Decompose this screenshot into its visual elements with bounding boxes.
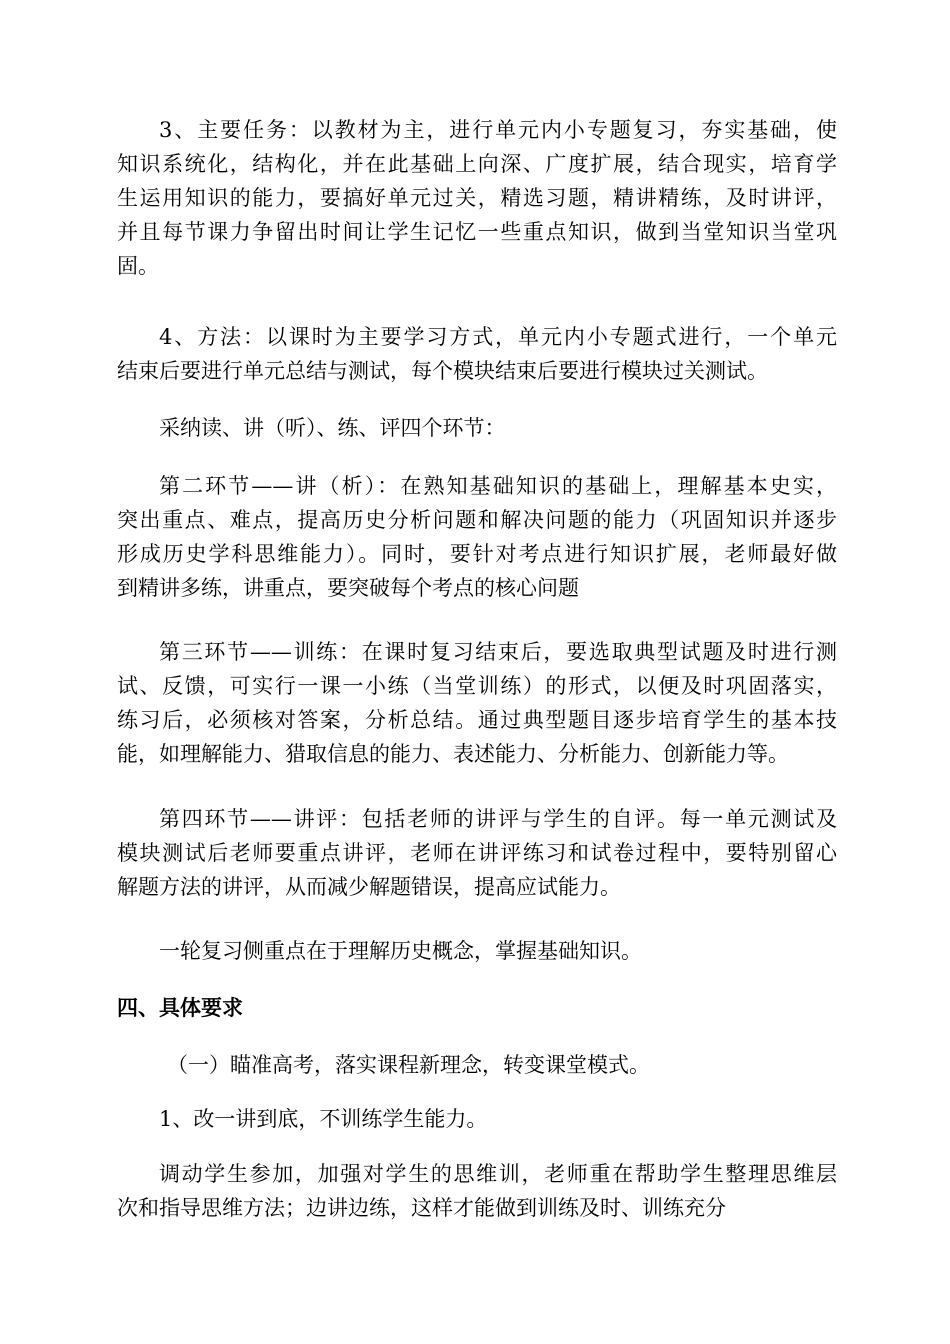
paragraph-requirement-detail xyxy=(117,1157,837,1225)
paragraph-method xyxy=(117,320,837,388)
text-line: 并且每节课力争留出时间让学生记忆一些重点知识，做到当堂知识当堂巩 xyxy=(117,220,837,244)
section-heading: 四、具体要求 xyxy=(117,996,243,1020)
text-line: 模块测试后老师要重点讲评，老师在讲评练习和试卷过程中，要特别留心 xyxy=(117,841,837,865)
text-line: 采纳读、讲（听）、练、评四个环节： xyxy=(159,416,506,440)
text-line: 突出重点、难点，提高历史分析问题和解决问题的能力（巩固知识并逐步 xyxy=(117,508,837,532)
text-line: 第二环节——讲（析）：在熟知基础知识的基础上，理解基本史实， xyxy=(159,474,837,498)
text-line: 第四环节——讲评：包括老师的讲评与学生的自评。每一单元测试及 xyxy=(159,807,837,831)
text-line: 练习后，必须核对答案，分析总结。通过典型题目逐步培育学生的基本技 xyxy=(117,708,837,732)
paragraph-four-steps xyxy=(117,411,837,445)
text-line: 形成历史学科思维能力）。同时，要针对考点进行知识扩展，老师最好做 xyxy=(117,542,837,566)
text-line: 结束后要进行单元总结与测试，每个模块结束后要进行模块过关测试。 xyxy=(117,359,768,383)
paragraph-step-three xyxy=(117,635,837,771)
text-line: 次和指导思维方法；边讲边练，这样才能做到训练及时、训练充分 xyxy=(117,1196,726,1220)
text-line: 固。 xyxy=(117,254,159,278)
paragraph-requirement-one xyxy=(117,1048,837,1082)
paragraph-requirement-item-1 xyxy=(117,1102,837,1136)
text-line: 调动学生参加，加强对学生的思维训，老师重在帮助学生整理思维层 xyxy=(159,1162,837,1186)
paragraph-main-task xyxy=(117,113,837,283)
text-line: 解题方法的讲评，从而减少解题错误，提高应试能力。 xyxy=(117,875,621,899)
text-line: 试、反馈，可实行一课一小练（当堂训练）的形式，以便及时巩固落实， xyxy=(117,674,837,698)
text-line: 知识系统化，结构化，并在此基础上向深、广度扩展，结合现实，培育学 xyxy=(117,152,837,176)
text-line: 生运用知识的能力，要搞好单元过关，精选习题，精讲精练，及时讲评， xyxy=(117,186,837,210)
text-line: （一）瞄准高考，落实课程新理念，转变课堂模式。 xyxy=(167,1053,650,1077)
paragraph-first-round xyxy=(117,934,837,968)
paragraph-step-four xyxy=(117,802,837,904)
text-line: 4、方法：以课时为主要学习方式，单元内小专题式进行，一个单元 xyxy=(159,325,837,349)
text-line: 到精讲多练，讲重点，要突破每个考点的核心问题 xyxy=(117,576,579,600)
text-line: 一轮复习侧重点在于理解历史概念，掌握基础知识。 xyxy=(159,939,642,963)
text-line: 能，如理解能力、猎取信息的能力、表述能力、分析能力、创新能力等。 xyxy=(117,742,789,766)
text-line: 3、主要任务：以教材为主，进行单元内小专题复习，夯实基础，使 xyxy=(159,118,837,142)
paragraph-step-two xyxy=(117,469,837,605)
text-line: 1、改一讲到底，不训练学生能力。 xyxy=(159,1107,488,1131)
text-line: 第三环节——训练：在课时复习结束后，要选取典型试题及时进行测 xyxy=(159,640,837,664)
